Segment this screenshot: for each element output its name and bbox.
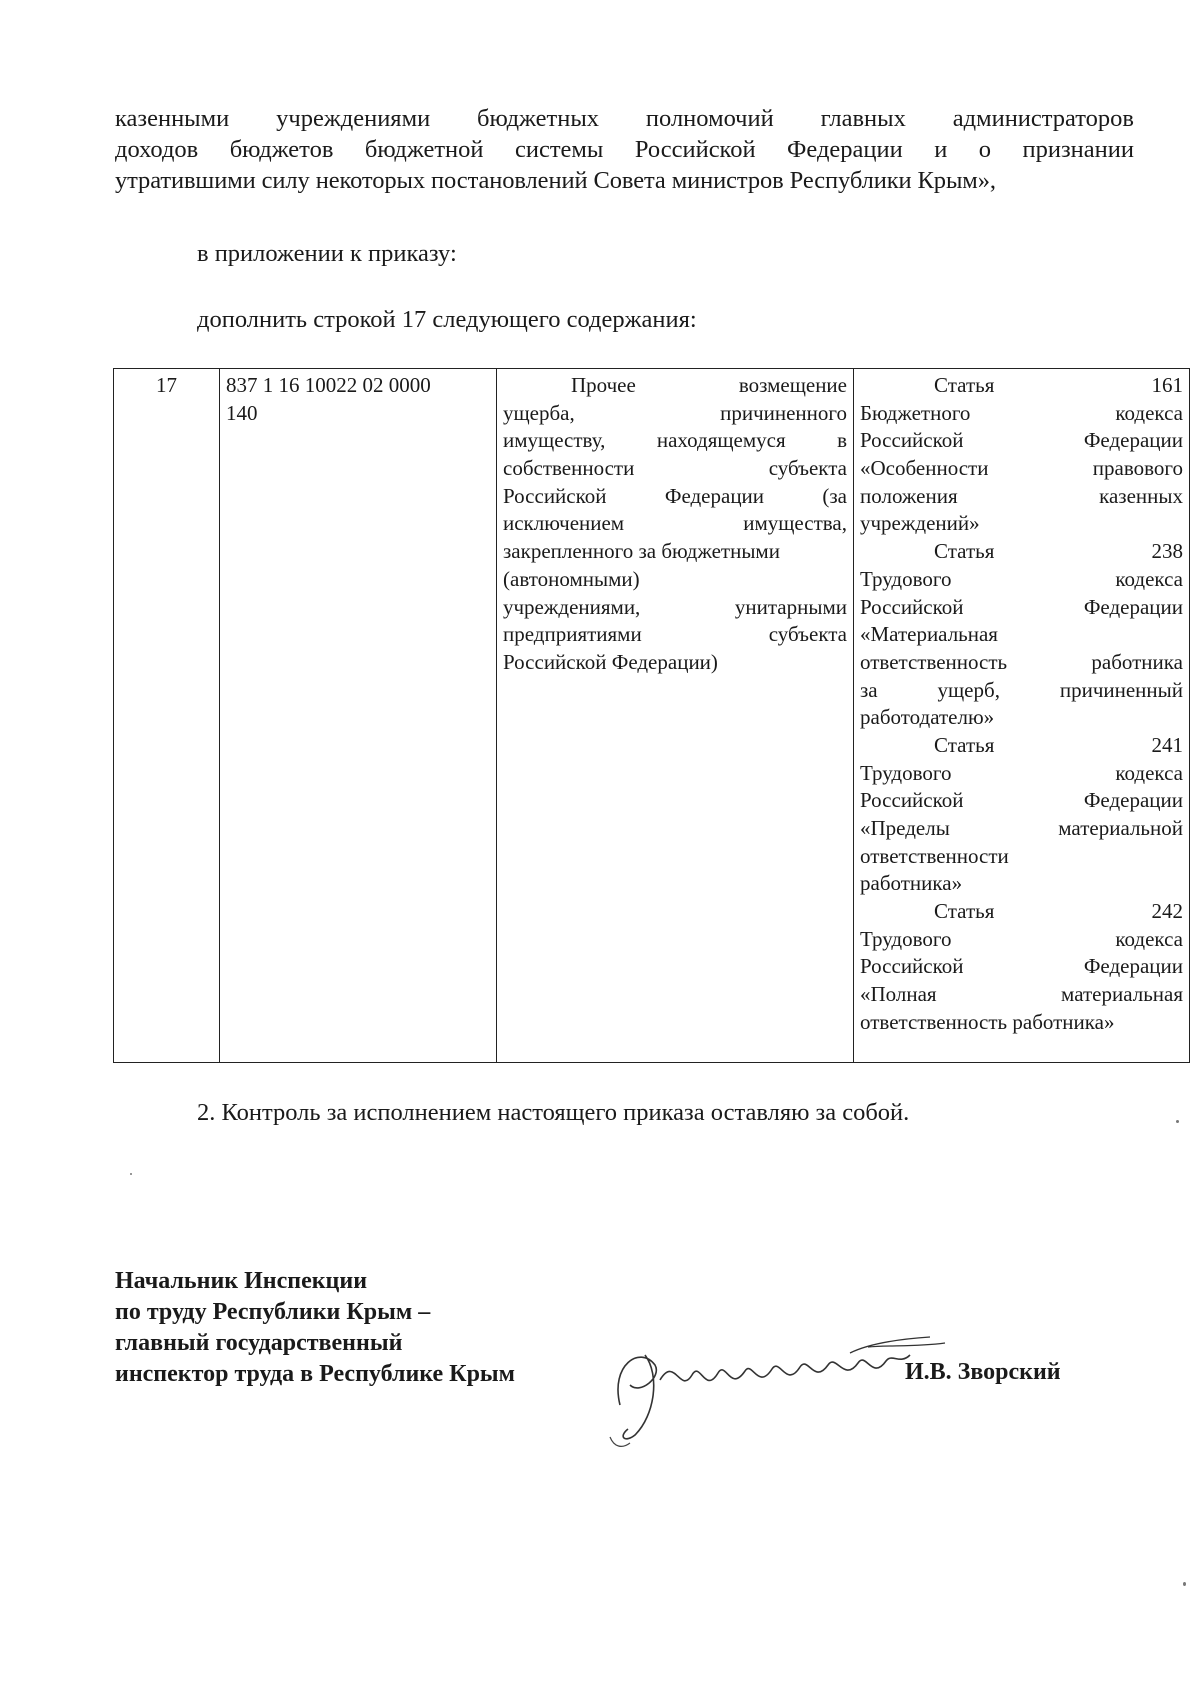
- legal-basis-cell: [854, 369, 1190, 1063]
- row-number-cell: [114, 369, 220, 1063]
- legal-basis-line: Статья 241: [934, 732, 1183, 757]
- legal-basis-line: «Полная материальная: [860, 982, 1183, 1007]
- legal-basis-line: за ущерб, причиненный: [860, 677, 1183, 702]
- control-line: 2. Контроль за исполнением настоящего приказа оставляю за собой.: [197, 1099, 910, 1126]
- description-line: собственности субъекта: [503, 456, 847, 481]
- scan-speck: [1176, 1120, 1179, 1123]
- signatory-title-line: Начальник Инспекции: [115, 1268, 368, 1294]
- scan-speck: [130, 1173, 132, 1175]
- row-number: 17: [156, 373, 177, 397]
- signatory-title-line: по труду Республики Крым –: [115, 1299, 431, 1325]
- legal-basis-line: учреждений»: [860, 511, 980, 536]
- legal-basis-line: Трудового кодекса: [860, 760, 1183, 785]
- legal-basis-line: работодателю»: [860, 705, 995, 730]
- legal-basis-line: «Особенности правового: [860, 456, 1183, 481]
- signatory-name: И.В. Зворский: [905, 1359, 1061, 1385]
- signatory-title-line: главный государственный: [115, 1330, 403, 1356]
- description-line: исключением имущества,: [503, 511, 847, 536]
- legal-basis-line: Статья 161: [934, 373, 1183, 397]
- description-line: Прочее возмещение: [571, 373, 847, 397]
- amendment-table: [113, 368, 1190, 1063]
- description-line: Российской Федерации): [503, 649, 718, 674]
- description-line: (автономными): [503, 566, 640, 591]
- intro-line: казенными учреждениями бюджетных полномочий главных администраторов: [115, 105, 1134, 132]
- legal-basis-line: ответственности: [860, 843, 1009, 868]
- legal-basis-line: Российской Федерации: [860, 594, 1183, 619]
- table-row: [114, 369, 1190, 1063]
- description-line: Российской Федерации (за: [503, 483, 847, 508]
- description-line: учреждениями, унитарными: [503, 594, 847, 619]
- description-cell: [497, 369, 854, 1063]
- legal-basis-line: Статья 242: [934, 899, 1183, 924]
- legal-basis-line: ответственность работника: [860, 649, 1183, 674]
- intro-line: утратившими силу некоторых постановлений Совета министров Республики Крым»,: [115, 167, 996, 194]
- legal-basis-line: Российской Федерации: [860, 954, 1183, 979]
- legal-basis-line: «Материальная: [860, 622, 998, 647]
- add-row-line: дополнить строкой 17 следующего содержания:: [197, 306, 697, 333]
- legal-basis-line: Российской Федерации: [860, 428, 1183, 453]
- legal-basis-line: «Пределы материальной: [860, 816, 1183, 840]
- code-line: 140: [226, 400, 258, 425]
- code-line: 837 1 16 10022 02 0000: [226, 373, 431, 397]
- signatory-title: [115, 1266, 515, 1390]
- description-line: имуществу, находящемуся в: [503, 428, 847, 453]
- signatory-title-line: инспектор труда в Республике Крым: [115, 1361, 516, 1387]
- legal-basis-line: Трудового кодекса: [860, 926, 1183, 951]
- legal-basis-line: Трудового кодекса: [860, 566, 1183, 591]
- intro-paragraph: [115, 103, 1134, 196]
- description-line: предприятиями субъекта: [503, 622, 847, 647]
- handwritten-signature: [600, 1325, 960, 1455]
- description-line: закрепленного за бюджетными: [503, 539, 780, 564]
- scan-speck: [1183, 1582, 1186, 1586]
- legal-basis-line: ответственность работника»: [860, 1009, 1115, 1034]
- description-line: ущерба, причиненного: [503, 400, 847, 425]
- code-cell: [220, 369, 497, 1063]
- legal-basis-line: Бюджетного кодекса: [860, 400, 1183, 425]
- intro-line: доходов бюджетов бюджетной системы Российской Федерации и о признании: [115, 136, 1134, 163]
- legal-basis-line: Российской Федерации: [860, 788, 1183, 813]
- legal-basis-line: работника»: [860, 871, 963, 896]
- legal-basis-line: положения казенных: [860, 483, 1183, 508]
- legal-basis-line: Статья 238: [934, 539, 1183, 564]
- appendix-line: в приложении к приказу:: [197, 240, 457, 267]
